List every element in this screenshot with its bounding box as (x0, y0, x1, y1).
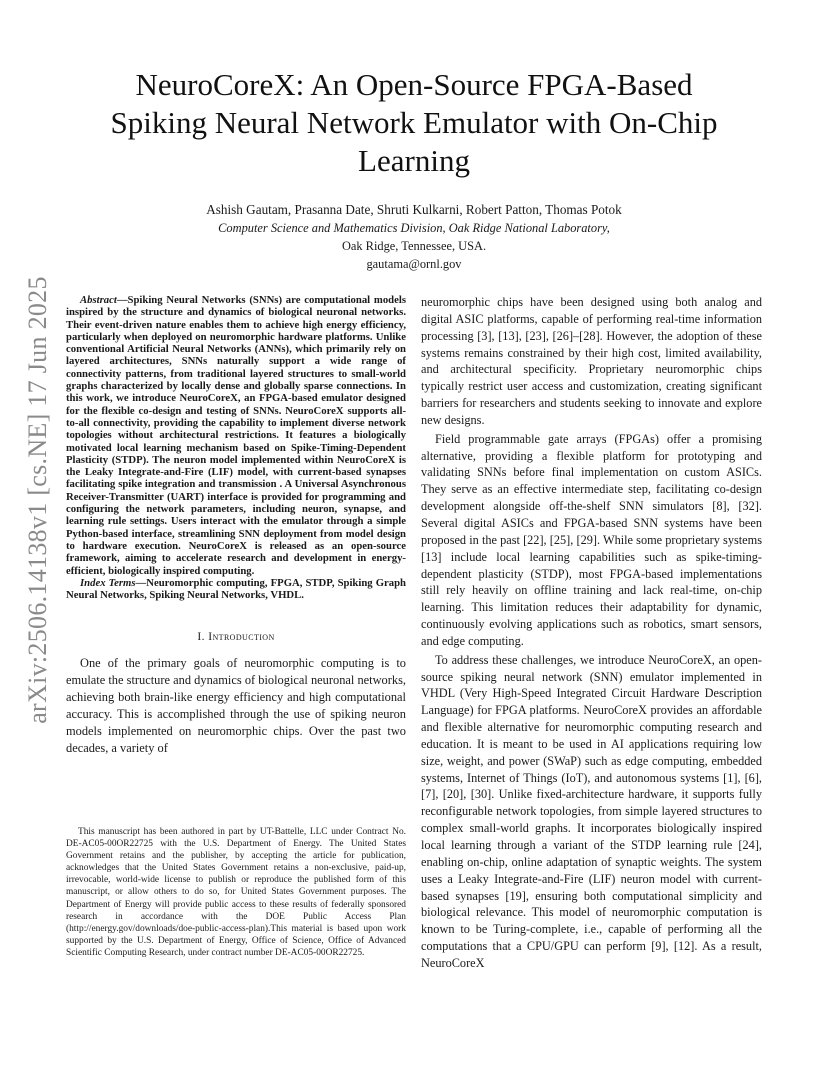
right-column (421, 294, 762, 972)
title-line: Learning (358, 143, 470, 178)
affiliation-location: Oak Ridge, Tennessee, USA. (341, 239, 487, 253)
affiliation (60, 219, 768, 273)
arxiv-stamp (20, 276, 56, 724)
section-number: I. (197, 630, 205, 644)
abstract-lead: Abstract (80, 294, 117, 306)
section-title: Introduction (208, 630, 275, 644)
funding-footnote: This manuscript has been authored in part by UT-Battelle, LLC under Contract No. DE-AC05-00OR22725 with the U.S. Department of Energy. The United States Government retains and the publisher, by accepting the article for publication, acknowledges that the United States Government retains a non-exclusive, paid-up, irrevocable, world-wide license to publish or reproduce the published form of this manuscript, or allow others to do so, for United States Government purposes. The Department of Energy will provide public access to these results of federally sponsored research in accordance with the DOE Public Access Plan (http://energy.gov/downloads/doe-public-access-plan).This material is based upon work supported by the U.S. Department of Energy, Office of Science, Office of Advanced Scientific Computing Research, under contract number DE-AC05-00OR22725. (66, 827, 406, 958)
body-paragraph: To address these challenges, we introduce NeuroCoreX, an open-source spiking neural network (SNN) emulator implemented in VHDL (Very High-Speed Integrated Circuit Hardware Description Language) for FPGA platforms. NeuroCoreX provides an affordable and flexible alternative for neuromorphic computing research and education. It is meant to be used in AI applications requiring low size, weight, and power (SWaP) such as edge computing, embedded systems, Internet of Things (IoT), and autonomous systems [1], [6], [7], [20], [30]. Unlike fixed-architecture hardware, it supports fully reconfigurable network topologies, from simple layered structures to complex small-world graphs. It incorporates biologically inspired local learning through a variant of the STDP learning rule [24], enabling on-chip, online adaptation of synaptic weights. The system uses a Leaky Integrate-and-Fire (LIF) neuron model with current-based synapses [19], ensuring both computational simplicity and biological relevance. This model of neuromorphic computation is known to be Turing-complete, i.e., capable of performing all the computations that a CPU/GPU can perform [9], [12]. As a result, NeuroCoreX (421, 652, 762, 970)
arxiv-id: arXiv:2506.14138v1 [cs.NE] 17 Jun 2025 (23, 276, 53, 724)
index-terms-text: —Neuromorphic computing, FPGA, STDP, Spiking Graph Neural Networks, Spiking Neural Networks, VHDL. (66, 576, 406, 602)
index-terms (66, 577, 406, 602)
title-line: NeuroCoreX: An Open-Source FPGA-Based (135, 67, 693, 102)
left-column (66, 294, 406, 757)
body-paragraph: Field programmable gate arrays (FPGAs) offer a promising alternative, providing a flexible platform for prototyping and validating SNNs before final implementation on custom ASICs. They serve as an effective intermediate step, facilitating co-design development alongside off-the-shelf SNN simulators [8], [32]. Several digital ASICs and FPGA-based SNN systems have been proposed in the past [22], [25], [29]. While some proprietary systems [13] include local learning capabilities such as spike-timing-dependent plasticity (STDP), most FPGA-based implementations still rely heavily on offline training and lack real-time, on-chip learning. This limitation reduces their adaptability for dynamic, continuously evolving applications such as robotics, smart sensors, and edge computing. (421, 431, 762, 648)
paper-title (60, 66, 768, 180)
author-email: gautama@ornl.gov (366, 257, 462, 271)
author-list: Ashish Gautam, Prasanna Date, Shruti Kulkarni, Robert Patton, Thomas Potok (206, 202, 622, 217)
index-terms-lead: Index Terms (80, 576, 136, 589)
abstract-text: —Spiking Neural Networks (SNNs) are computational models inspired by the structure and dynamics of biological neuronal networks. Their event-driven nature enables them to achieve high energy efficiency, particularly when deployed on neuromorphic hardware platforms. Unlike conventional Artificial Neural Networks (ANNs), which primarily rely on layered architectures, SNNs naturally support a wide range of connectivity patterns, from traditional layered structures to small-world graphs characterized by locally dense and globally sparse connections. In this work, we introduce NeuroCoreX, an FPGA-based emulator designed for the flexible co-design and testing of SNNs. NeuroCoreX supports all-to-all connectivity, providing the capability to implement diverse network topologies without architectural restrictions. It features a biologically motivated local learning mechanism based on Spike-Timing-Dependent Plasticity (STDP). The neuron model implemented within NeuroCoreX is the Leaky Integrate-and-Fire (LIF) model, with current-based synapses facilitating spike integration and transmission . A Universal Asynchronous Receiver-Transmitter (UART) interface is provided for programming and configuring the network parameters, including neuron, synapse, and learning rule settings. Users interact with the emulator through a simple Python-based interface, streamlining SNN deployment from model design to hardware execution. NeuroCoreX is released as an open-source framework, aiming to accelerate research and development in energy-efficient, biologically inspired computing. (66, 294, 406, 577)
body-paragraph: neuromorphic chips have been designed using both analog and digital ASIC platforms, capable of performing real-time information processing [3], [13], [23], [26]–[28]. However, the adoption of these systems remains constrained by their high cost, limited availability, and architectural specificity. Proprietary neuromorphic chips typically restrict user access and customization, creating significant barriers for researchers and students seeking to innovate and explore new designs. (421, 295, 762, 427)
affiliation-division: Computer Science and Mathematics Division, Oak Ridge National Laboratory, (218, 221, 610, 235)
abstract (66, 294, 406, 577)
section-heading (66, 629, 406, 645)
title-line: Spiking Neural Network Emulator with On-Chip (110, 105, 718, 140)
intro-paragraph: One of the primary goals of neuromorphic computing is to emulate the structure and dynamics of biological neuronal networks, achieving both brain-like energy efficiency and high computational accuracy. This is accomplished through the use of spiking neuron models implemented on neuromorphic chips. Over the past two decades, a variety of (66, 655, 406, 755)
